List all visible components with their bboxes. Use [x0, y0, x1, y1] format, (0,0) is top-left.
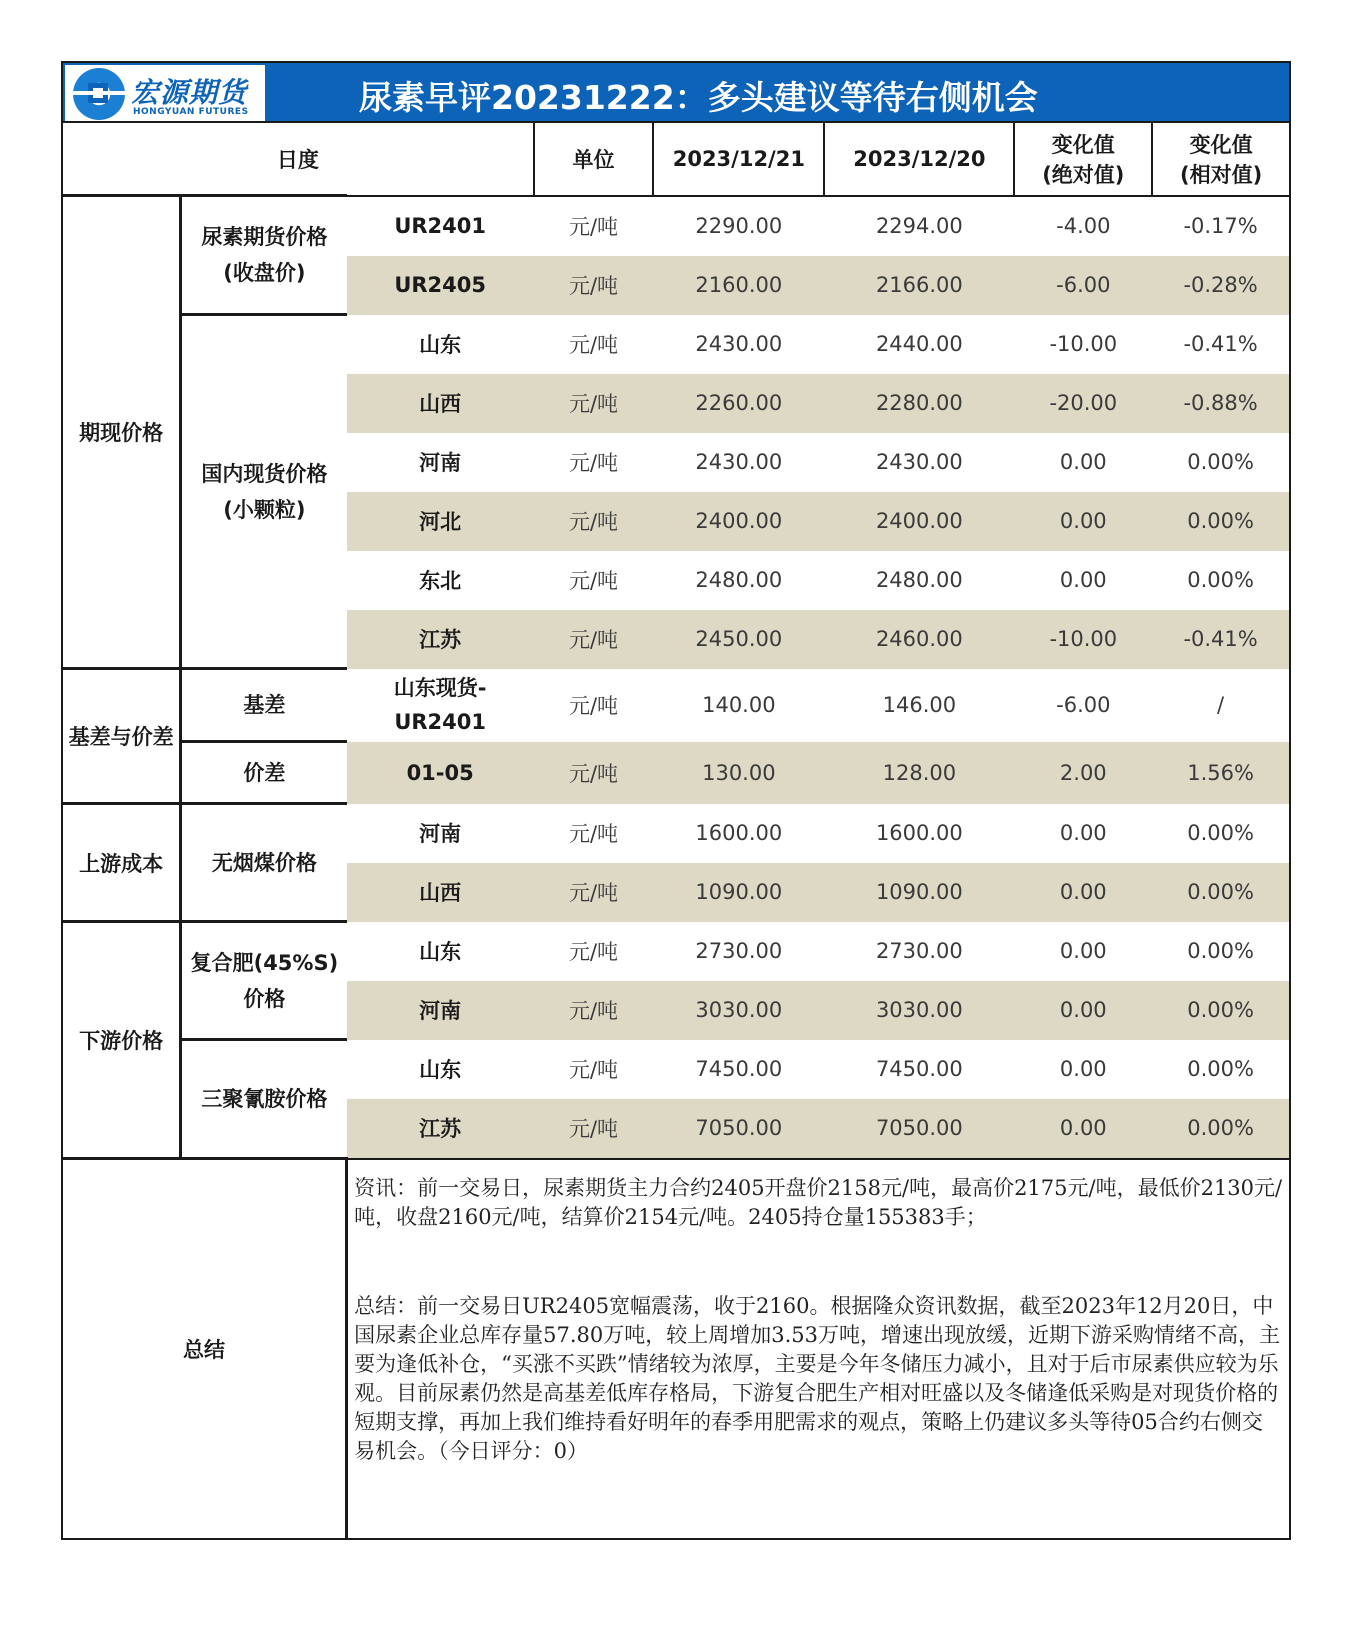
group-label-basis-spread: 基差与价差 — [62, 669, 181, 804]
row-name: 江苏 — [347, 1099, 534, 1159]
row-unit: 元/吨 — [534, 492, 654, 551]
row-rel-change: -0.41% — [1152, 610, 1290, 669]
row-name: 山东 — [347, 922, 534, 981]
rel-change-line1: 变化值 — [1189, 132, 1253, 157]
table-header-row — [62, 122, 1290, 196]
group-label-spot-futures: 期现价格 — [62, 196, 181, 669]
row-value-date1: 2480.00 — [653, 551, 824, 610]
row-rel-change: -0.28% — [1152, 256, 1290, 315]
row-rel-change: 0.00% — [1152, 863, 1290, 922]
subgroup-spot-line2: (小颗粒) — [223, 497, 306, 522]
table-row — [62, 669, 1290, 742]
report-header — [61, 61, 1291, 121]
report-title: 尿素早评20231222：多头建议等待右侧机会 — [359, 78, 1038, 117]
row-rel-change: 0.00% — [1152, 492, 1290, 551]
row-value-date1: 130.00 — [653, 742, 824, 804]
table-row — [62, 742, 1290, 804]
row-unit: 元/吨 — [534, 863, 654, 922]
row-name: 山东 — [347, 315, 534, 374]
row-value-date1: 7450.00 — [653, 1040, 824, 1099]
row-unit: 元/吨 — [534, 374, 654, 433]
row-value-date1: 2400.00 — [653, 492, 824, 551]
row-rel-change: 0.00% — [1152, 804, 1290, 863]
row-abs-change: 0.00 — [1014, 981, 1152, 1040]
row-name: UR2405 — [347, 256, 534, 315]
row-value-date2: 2166.00 — [824, 256, 1014, 315]
group-label-upstream: 上游成本 — [62, 804, 181, 922]
row-value-date2: 2294.00 — [824, 196, 1014, 256]
row-name-line2: UR2401 — [394, 710, 486, 734]
table-row — [62, 315, 1290, 374]
row-unit: 元/吨 — [534, 804, 654, 863]
row-value-date2: 128.00 — [824, 742, 1014, 804]
row-value-date2: 2480.00 — [824, 551, 1014, 610]
col-header-date1: 2023/12/21 — [653, 122, 824, 196]
row-name: 山东 — [347, 1040, 534, 1099]
subgroup-anthracite: 无烟煤价格 — [181, 804, 347, 922]
subgroup-spot-line1: 国内现货价格 — [201, 461, 328, 486]
col-header-date2: 2023/12/20 — [824, 122, 1014, 196]
row-name: 山西 — [347, 374, 534, 433]
row-unit: 元/吨 — [534, 196, 654, 256]
summary-news: 资讯：前一交易日，尿素期货主力合约2405开盘价2158元/吨，最高价2175元/吨，最低价2130元/吨，收盘2160元/吨，结算价2154元/吨。2405持仓量155383手； — [354, 1175, 1283, 1229]
row-rel-change: -0.88% — [1152, 374, 1290, 433]
row-value-date1: 2450.00 — [653, 610, 824, 669]
col-header-abs-change — [1014, 122, 1152, 196]
summary-conclusion: 总结：前一交易日UR2405宽幅震荡，收于2160。根据隆众资讯数据，截至2023年12月20日，中国尿素企业总库存量57.80万吨，较上周增加3.53万吨，增速出现放缓，近期下游采购情绪不高，主要为逢低补仓，“买涨不买跌”情绪较为浓厚，主要是今年冬储压力减小，且对于后市尿素供应较为乐观。目前尿素仍然是高基差低库存格局，下游复合肥生产相对旺盛以及冬储逢低采购是对现货价格的短期支撑，再加上我们维持看好明年的春季用肥需求的观点，策略上仍建议多头等待05合约右侧交易机会。（今日评分：0） — [354, 1293, 1280, 1463]
row-unit: 元/吨 — [534, 433, 654, 492]
row-abs-change: -10.00 — [1014, 610, 1152, 669]
row-name: 河南 — [347, 804, 534, 863]
row-abs-change: 2.00 — [1014, 742, 1152, 804]
row-unit: 元/吨 — [534, 610, 654, 669]
row-value-date2: 2430.00 — [824, 433, 1014, 492]
row-value-date1: 2430.00 — [653, 315, 824, 374]
subgroup-spread: 价差 — [181, 742, 347, 804]
row-abs-change: -10.00 — [1014, 315, 1152, 374]
row-value-date2: 2400.00 — [824, 492, 1014, 551]
row-unit: 元/吨 — [534, 1040, 654, 1099]
row-rel-change: 0.00% — [1152, 922, 1290, 981]
row-value-date2: 2460.00 — [824, 610, 1014, 669]
logo-en-text: HONGYUAN FUTURES — [133, 107, 249, 117]
logo-cn-text: 宏源期货 — [131, 76, 248, 109]
group-label-downstream: 下游价格 — [62, 922, 181, 1159]
row-rel-change: 0.00% — [1152, 981, 1290, 1040]
subgroup-spot-price — [181, 315, 347, 669]
row-name: 河南 — [347, 433, 534, 492]
row-abs-change: 0.00 — [1014, 492, 1152, 551]
row-abs-change: 0.00 — [1014, 804, 1152, 863]
row-value-date1: 2290.00 — [653, 196, 824, 256]
row-name — [347, 669, 534, 742]
row-name: 01-05 — [347, 742, 534, 804]
row-unit: 元/吨 — [534, 922, 654, 981]
col-header-unit: 单位 — [534, 122, 654, 196]
row-rel-change: -0.17% — [1152, 196, 1290, 256]
subgroup-basis: 基差 — [181, 669, 347, 742]
subgroup-melamine: 三聚氰胺价格 — [181, 1040, 347, 1159]
row-unit: 元/吨 — [534, 551, 654, 610]
report-sheet — [61, 61, 1291, 1586]
row-rel-change: 0.00% — [1152, 1040, 1290, 1099]
summary-label: 总结 — [62, 1159, 347, 1539]
row-value-date1: 1090.00 — [653, 863, 824, 922]
row-name: 东北 — [347, 551, 534, 610]
row-value-date1: 2260.00 — [653, 374, 824, 433]
row-value-date1: 2430.00 — [653, 433, 824, 492]
row-value-date2: 2280.00 — [824, 374, 1014, 433]
table-row — [62, 196, 1290, 256]
abs-change-line2: (绝对值) — [1042, 162, 1125, 187]
col-header-dimension: 日度 — [62, 122, 534, 196]
row-value-date1: 140.00 — [653, 669, 824, 742]
row-value-date2: 7450.00 — [824, 1040, 1014, 1099]
row-rel-change: 0.00% — [1152, 1099, 1290, 1159]
row-name-line1: 山东现货- — [393, 676, 487, 700]
row-value-date2: 2440.00 — [824, 315, 1014, 374]
row-value-date2: 1600.00 — [824, 804, 1014, 863]
row-abs-change: -4.00 — [1014, 196, 1152, 256]
row-value-date2: 146.00 — [824, 669, 1014, 742]
row-abs-change: 0.00 — [1014, 1040, 1152, 1099]
row-unit: 元/吨 — [534, 742, 654, 804]
logo-emblem-icon — [73, 68, 125, 120]
abs-change-line1: 变化值 — [1051, 132, 1115, 157]
row-rel-change: / — [1152, 669, 1290, 742]
row-name: 山西 — [347, 863, 534, 922]
row-rel-change: 0.00% — [1152, 551, 1290, 610]
row-abs-change: -6.00 — [1014, 256, 1152, 315]
subgroup-compound-fertilizer — [181, 922, 347, 1040]
rel-change-line2: (相对值) — [1179, 162, 1263, 187]
row-value-date1: 2730.00 — [653, 922, 824, 981]
row-name: 河北 — [347, 492, 534, 551]
table-row — [62, 1040, 1290, 1099]
row-abs-change: -6.00 — [1014, 669, 1152, 742]
row-value-date2: 7050.00 — [824, 1099, 1014, 1159]
row-value-date1: 1600.00 — [653, 804, 824, 863]
row-value-date2: 3030.00 — [824, 981, 1014, 1040]
company-logo — [65, 65, 265, 121]
row-value-date2: 1090.00 — [824, 863, 1014, 922]
subgroup-futures-line1: 尿素期货价格 — [201, 225, 328, 249]
row-unit: 元/吨 — [534, 981, 654, 1040]
row-abs-change: 0.00 — [1014, 433, 1152, 492]
col-header-rel-change — [1152, 122, 1290, 196]
row-value-date1: 2160.00 — [653, 256, 824, 315]
row-name: UR2401 — [347, 196, 534, 256]
table-row — [62, 922, 1290, 981]
row-abs-change: 0.00 — [1014, 922, 1152, 981]
row-rel-change: 1.56% — [1152, 742, 1290, 804]
row-abs-change: 0.00 — [1014, 863, 1152, 922]
subgroup-compound-line1: 复合肥(45%S) — [190, 950, 339, 975]
row-value-date1: 7050.00 — [653, 1099, 824, 1159]
row-value-date2: 2730.00 — [824, 922, 1014, 981]
row-unit: 元/吨 — [534, 256, 654, 315]
subgroup-futures-line2: (收盘价) — [223, 261, 306, 285]
row-unit: 元/吨 — [534, 1099, 654, 1159]
subgroup-futures-price — [181, 196, 347, 315]
row-abs-change: -20.00 — [1014, 374, 1152, 433]
price-table — [61, 121, 1291, 1540]
row-rel-change: 0.00% — [1152, 433, 1290, 492]
subgroup-compound-line2: 价格 — [243, 986, 286, 1011]
row-abs-change: 0.00 — [1014, 551, 1152, 610]
row-name: 江苏 — [347, 610, 534, 669]
summary-row — [62, 1159, 1290, 1539]
row-value-date1: 3030.00 — [653, 981, 824, 1040]
row-unit: 元/吨 — [534, 669, 654, 742]
table-row — [62, 804, 1290, 863]
row-abs-change: 0.00 — [1014, 1099, 1152, 1159]
row-rel-change: -0.41% — [1152, 315, 1290, 374]
row-name: 河南 — [347, 981, 534, 1040]
row-unit: 元/吨 — [534, 315, 654, 374]
summary-body — [347, 1159, 1290, 1539]
